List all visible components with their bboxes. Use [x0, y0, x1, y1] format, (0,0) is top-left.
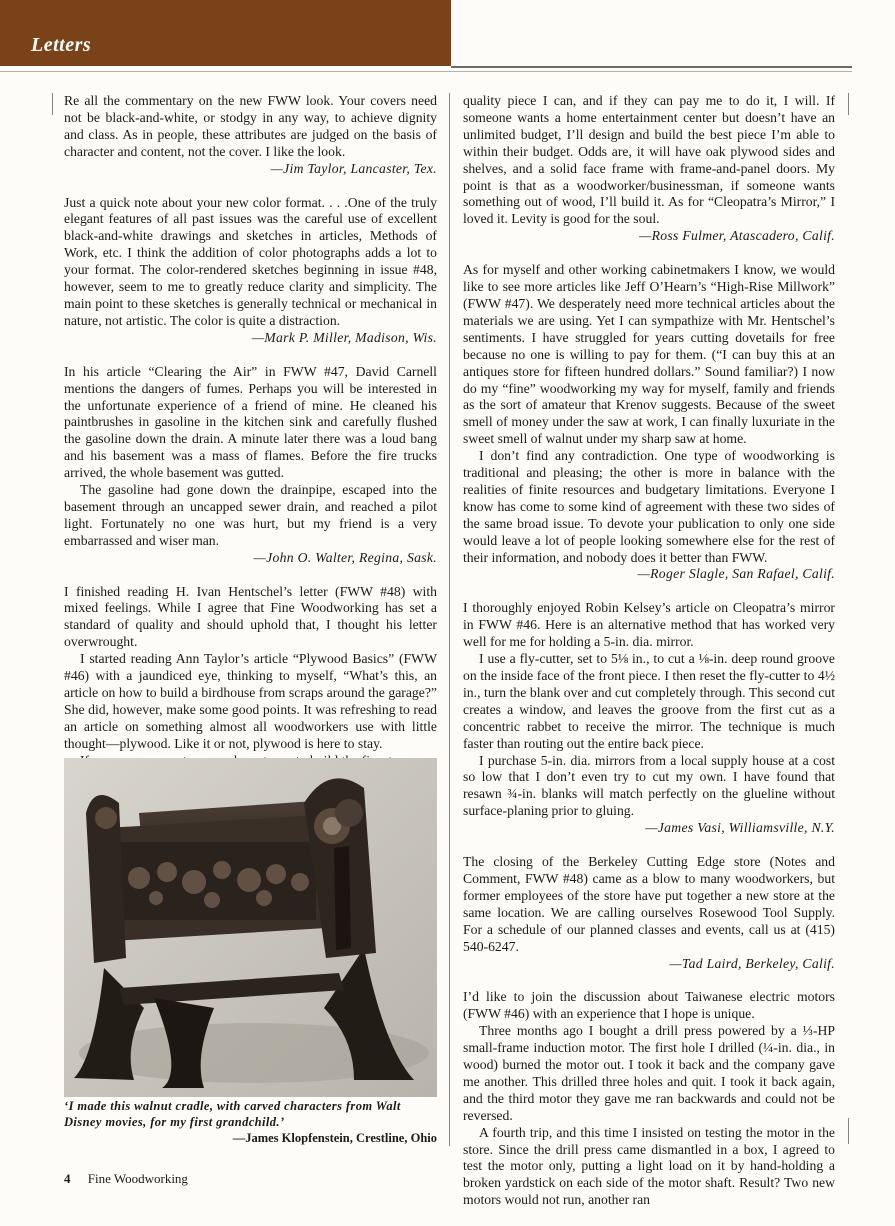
photo-caption [64, 1098, 437, 1146]
letter-signature: —Tad Laird, Berkeley, Calif. [669, 955, 835, 971]
letter-paragraph: The gasoline had gone down the drainpipe, escaped into the basement through an uncapped sewer drain, and reached a pilot light. Fortunately no one was hurt, but my friend is a very embarrassed and wiser man. [64, 482, 437, 548]
letter-signature: —Ross Fulmer, Atascadero, Calif. [639, 228, 835, 244]
right-margin-rule-bottom [848, 1118, 849, 1144]
letter-paragraph: Three months ago I bought a drill press powered by a ⅓-HP small-frame induction motor. The first hole I drilled (¼-in. dia., in wood) burned the motor out. I took it back and the company gave me another. This drilled three holes and quit. I took it back again, and the third motor they gave me ran backwards and could not be reversed. [463, 1023, 835, 1123]
letter [463, 600, 835, 837]
letter-paragraph: I’d like to join the discussion about Taiwanese electric motors (FWW #46) with an experience that I hope is unique. [463, 989, 835, 1022]
letter [64, 584, 437, 770]
letter [64, 195, 437, 347]
letter-signature: —James Vasi, Williamsville, N.Y. [645, 820, 835, 836]
section-title: Letters [31, 34, 92, 56]
letter-paragraph: I finished reading H. Ivan Hentschel’s letter (FWW #48) with mixed feelings. While I agree that Fine Woodworking has set a standard of quality and should uphold that, I thought his letter overwrought. [64, 583, 437, 650]
letter-paragraph: Re all the commentary on the new FWW look. Your covers need not be black-and-white, or stodgy in any way, to achieve dignity and class. As in people, these attributes are judged on the basis of character and content, not the cover. I like the look. [64, 93, 437, 159]
section-header-bar [0, 0, 451, 66]
letter-paragraph: The closing of the Berkeley Cutting Edge store (Notes and Comment, FWW #48) came as a blow to many woodworkers, but former employees of the store have put together a new store at the same location. We are calling ourselves Rosewood Tool Supply. For a schedule of our planned classes and events, call us at (415) 540-6247. [463, 854, 835, 954]
letter-paragraph: In his article “Clearing the Air” in FWW #47, David Carnell mentions the dangers of fumes. Perhaps you will be interested in the unfortunate experience of a friend of mine. He cleaned his paintbrushes in gasoline in the kitchen sink and carefully flushed the gasoline down the drain. A minute later there was a loud bang and his basement was a mass of flames. Before the fire trucks arrived, the whole basement was gutted. [64, 363, 437, 481]
left-column [64, 93, 437, 787]
letter-signature: —Mark P. Miller, Madison, Wis. [251, 329, 437, 345]
letter-paragraph: A fourth trip, and this time I insisted on testing the motor in the store. Since the drill press came dismantled in a box, I agreed to test the motor only, putting a light load on it by hand-holding a broken yardstick on each side of the motor shaft. Result? Two new motors would not run, another ran [463, 1124, 835, 1208]
letter [463, 854, 835, 972]
right-margin-rule [848, 93, 849, 115]
caption-quote: ‘I made this walnut cradle, with carved characters from Walt Disney movies, for my first grandchild.’ [64, 1099, 401, 1129]
caption-credit: —James Klopfenstein, Crestline, Ohio [232, 1131, 437, 1145]
walnut-cradle-photo [64, 758, 437, 1097]
letter-paragraph: Just a quick note about your new color format. . . .One of the truly elegant features of all past issues was the careful use of excellent black-and-white drawings and sketches in articles, Methods of Work, etc. I think the addition of color photographs adds a lot to your format. The color-rendered sketches beginning in issue #48, however, seem to me to greatly reduce clarity and simplicity. The main point to these sketches is generally technical or mechanical in nature, not artistic. The color is quite a distraction. [64, 194, 437, 328]
column-divider [449, 93, 450, 1146]
letter-paragraph: I purchase 5-in. dia. mirrors from a local supply house at a cost so low that I don’t even try to cut my own. I have found that resawn ¾-in. blanks will match perfectly on the glueline without surface-planing prior to gluing. [463, 752, 835, 819]
letter-paragraph: I don’t find any contradiction. One type of woodworking is traditional and pleasing; the other is more in balance with the realities of finite resources and budgetary limitations. Everyone I know has come to some kind of agreement with these two sides of the same broad issue. To devote your publication to only one side would leave a lot of people looking somewhere else for the rest of their information, and nobody does it better than FWW. [463, 448, 835, 565]
letter-paragraph: quality piece I can, and if they can pay me to do it, I will. If someone wants a home entertainment center but doesn’t have an unlimited budget, I’ll design and build the best piece I’m able to within their budget. Odds are, it will have oak plywood sides and shelves, and a solid face frame with frame-and-panel doors. My point is that as a woodworker/businessman, if someone wants something out of wood, I’ll build it. As for “Cleopatra’s Mirror,” I loved it. Levity is good for the soul. [463, 93, 835, 227]
page-number: 4 [64, 1171, 71, 1186]
letter-paragraph: I thoroughly enjoyed Robin Kelsey’s article on Cleopatra’s mirror in FWW #46. Here is an alternative method that has worked very well for me for holding a 5-in. dia. mirror. [463, 600, 835, 650]
letter-paragraph: I started reading Ann Taylor’s article “Plywood Basics” (FWW #46) with a jaundiced eye, thinking to myself, “What’s this, an article on how to build a birdhouse from scraps around the garage?” She did, however, make some good points. It was refreshing to read an article on something almost all woodworkers use with little thought—plywood. Like it or not, plywood is here to stay. [64, 651, 437, 751]
letter [463, 989, 835, 1209]
letter-signature: —John O. Walter, Regina, Sask. [253, 549, 437, 565]
letter [64, 364, 437, 567]
letter-paragraph: I use a fly-cutter, set to 5⅛ in., to cut a ⅛-in. deep round groove on the inside face of the front piece. I then reset the fly-cutter to 4½ in., turn the blank over and cut completely through. This second cut creates a window, and leaves the groove from the first cut as a concentric rabbet to receive the mirror. The technique is much faster than routing out the entire back piece. [463, 651, 835, 751]
left-margin-rule [52, 93, 53, 115]
letter-paragraph: As for myself and other working cabinetmakers I know, we would like to see more articles like Jeff O’Hearn’s “High-Rise Millwork” (FWW #47). We desperately need more technical articles about the materials we are using. Yet I can sympathize with Mr. Hentschel’s sentiments. I have struggled for years cutting dovetails for free because no one is willing to pay for them. (“I can buy this at an antiques store for fifteen hundred dollars.” Sound familiar?) I now do my “fine” woodworking my way for myself, family and friends as the sort of amateur that Krenov suggests. Because of the sweet smell of money under the saw at work, I can finally luxuriate in the sweet smell of walnut under my sharp saw at home. [463, 262, 835, 447]
page-footer [64, 1171, 188, 1187]
letter [64, 93, 437, 178]
header-rule [451, 66, 852, 68]
letter-signature: —Jim Taylor, Lancaster, Tex. [270, 160, 437, 176]
letter-signature: —Roger Slagle, San Rafael, Calif. [637, 566, 835, 582]
letter [463, 262, 835, 583]
letter [463, 93, 835, 245]
header-rule-thin [0, 71, 852, 72]
magazine-name: Fine Woodworking [87, 1171, 188, 1186]
right-column [463, 93, 835, 1226]
